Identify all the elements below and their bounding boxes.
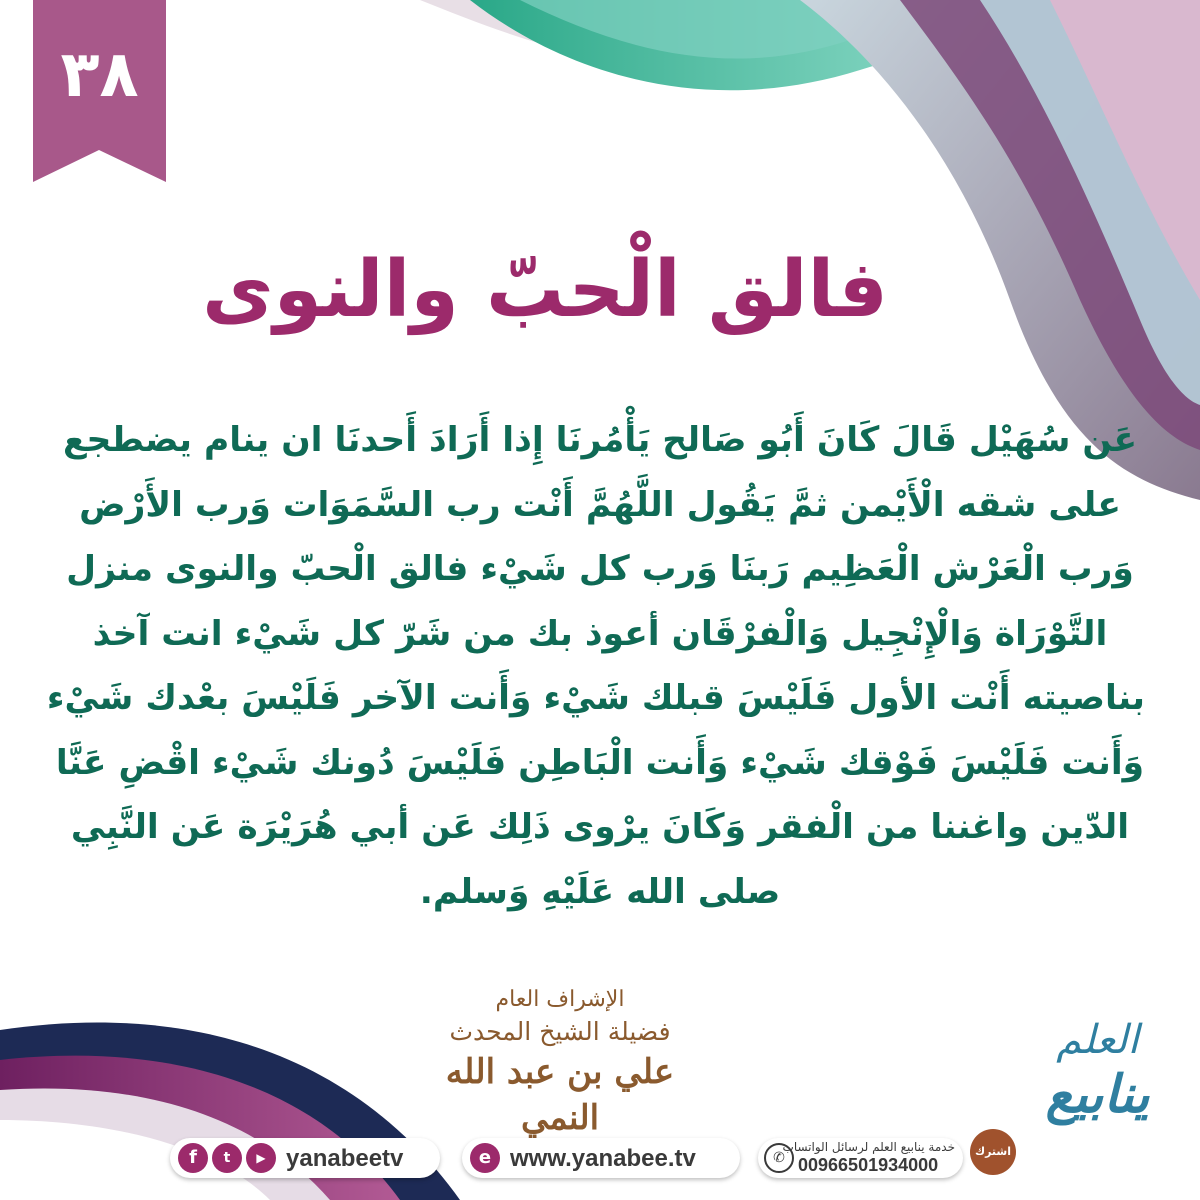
- hadith-line: بناصيته أَنْت الأول فَلَيْسَ قبلك شَيْء وَأَنت الآخر فَلَيْسَ بعْدك شَيْء: [46, 678, 1145, 718]
- social-pill[interactable]: [170, 1138, 440, 1178]
- website-link[interactable]: www.yanabee.tv: [510, 1145, 696, 1172]
- brand-logo: [1005, 1015, 1190, 1145]
- page-title: فالق الْحبّ والنوى: [202, 245, 888, 335]
- website-pill[interactable]: [462, 1138, 740, 1178]
- whatsapp-number[interactable]: 00966501934000: [798, 1155, 939, 1175]
- logo-line: ينابيع: [1045, 1064, 1150, 1125]
- whatsapp-pill[interactable]: [758, 1138, 963, 1178]
- subscribe-button[interactable]: اشترك: [970, 1129, 1016, 1175]
- social-handle[interactable]: yanabeetv: [286, 1145, 404, 1172]
- supervisor-name: علي بن عبد الله النمي: [445, 1052, 675, 1138]
- hadith-line: الدّين واغننا من الْفقر وَكَانَ يرْوى ذَلِك عَن أبي هُرَيْرَة عَن النَّبِي: [70, 807, 1130, 847]
- twitter-icon[interactable]: t: [212, 1143, 242, 1173]
- hadith-text: [46, 408, 1145, 924]
- supervisor-credit: [420, 985, 700, 1141]
- supervisor-heading: الإشراف العام: [495, 987, 625, 1012]
- hadith-line: صلى الله عَلَيْهِ وَسلم.: [419, 871, 781, 912]
- hadith-line: عَن سُهَيْل قَالَ كَانَ أَبُو صَالح يَأْمُرنَا إِذا أَرَادَ أَحدنَا ان ينام يضطجع: [62, 420, 1138, 460]
- hadith-line: على شقه الْأَيْمن ثمَّ يَقُول اللَّهُمَّ أَنْت رب السَّمَوَات وَرب الأَرْض: [79, 484, 1121, 525]
- whatsapp-icon[interactable]: ✆: [764, 1143, 794, 1173]
- whatsapp-caption: خدمة ينابيع العلم لرسائل الواتساب: [782, 1140, 955, 1154]
- hadith-line: وَرب الْعَرْش الْعَظِيم رَبنَا وَرب كل شَيْء فالق الْحبّ والنوى منزل: [66, 549, 1134, 589]
- browser-icon[interactable]: e: [470, 1143, 500, 1173]
- supervisor-title: فضيلة الشيخ المحدث: [449, 1017, 671, 1046]
- youtube-icon[interactable]: ▶: [246, 1143, 276, 1173]
- page-number: ٣٨: [60, 38, 139, 112]
- logo-line: العلم: [1056, 1017, 1139, 1063]
- footer-bar: [170, 1135, 1011, 1183]
- hadith-line: التَّوْرَاة وَالْإِنْجِيل وَالْفرْقَان أعوذ بك من شَرّ كل شَيْء انت آخذ: [92, 613, 1108, 654]
- facebook-icon[interactable]: f: [178, 1143, 208, 1173]
- hadith-line: وَأَنت فَلَيْسَ فَوْقك شَيْء وَأَنت الْبَاطِن فَلَيْسَ دُونك شَيْء اقْضِ عَنَّا: [55, 742, 1145, 783]
